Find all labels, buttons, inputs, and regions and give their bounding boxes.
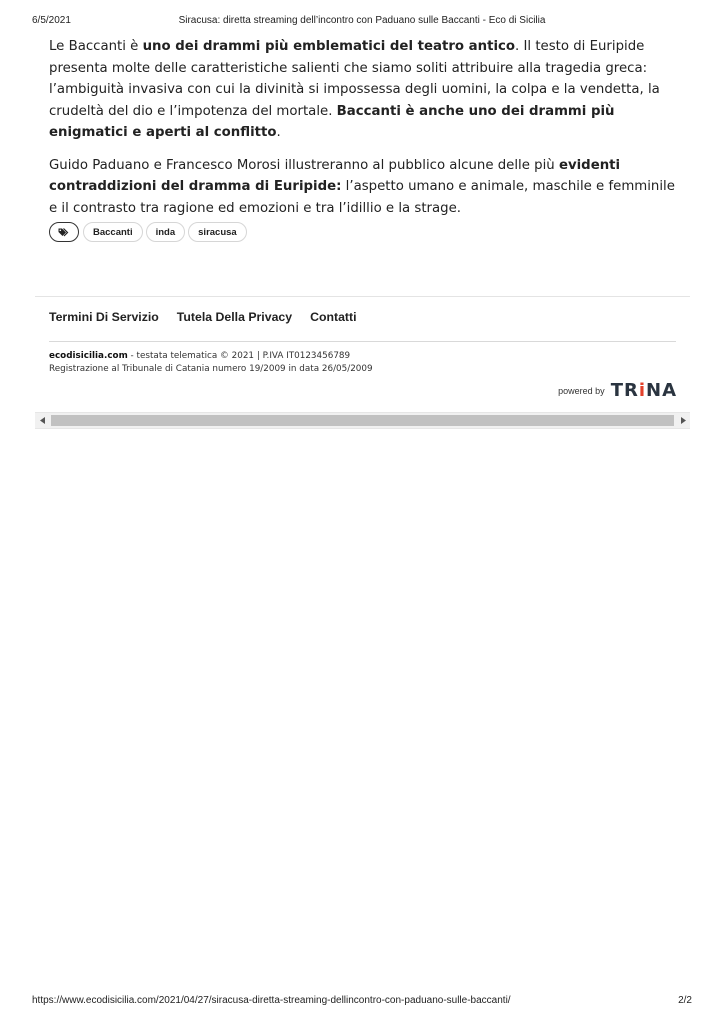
tag-siracusa[interactable]: siracusa	[188, 222, 247, 242]
tag-inda[interactable]: inda	[146, 222, 186, 242]
footer-info-line-1	[49, 350, 373, 363]
text-span: . Il testo di Euripide presenta molte delle caratteristiche salienti che siamo soliti attribuire alla tragedia greca: l’ambiguità invasiva con cui la divinità si impossessa degli uomini, la colpa e la vendetta, la crudeltà del dio e l’impotenza del mortale.	[49, 39, 660, 119]
print-url: https://www.ecodisicilia.com/2021/04/27/siracusa-diretta-streaming-dellincontro-con-paduano-sulle-baccanti/	[32, 995, 511, 1006]
article-body	[49, 36, 679, 230]
logo-text: TR	[610, 380, 639, 401]
footer-info	[49, 350, 373, 376]
logo-text: NA	[646, 380, 677, 401]
text-span: .	[276, 125, 281, 140]
tag-list	[49, 222, 247, 242]
text-span: Guido Paduano e Francesco Morosi illustreranno al pubblico alcune delle più	[49, 157, 559, 173]
page-number: 2/2	[678, 995, 692, 1006]
bold-span: uno dei drammi più emblematici del teatro antico	[142, 39, 516, 54]
print-page-title: Siracusa: diretta streaming dell’incontro con Paduano sulle Baccanti - Eco di Sicilia	[178, 15, 546, 26]
publisher-info: - testata telematica © 2021 | P.IVA IT0123456789	[127, 351, 351, 361]
horizontal-scrollbar[interactable]	[35, 412, 690, 429]
tag-icon-svg	[58, 227, 70, 237]
scrollbar-thumb[interactable]	[51, 415, 674, 426]
footer-link-contacts[interactable]: Contatti	[310, 310, 357, 324]
trina-logo	[611, 380, 677, 401]
article-paragraph-1	[49, 36, 679, 144]
footer-link-privacy[interactable]: Tutela Della Privacy	[176, 310, 293, 324]
powered-by[interactable]	[558, 380, 677, 401]
text-span: l’aspetto umano e animale, maschile e femminile e il contrasto tra ragione ed emozioni e tra l’idillio e la strage.	[49, 179, 675, 216]
print-footer	[32, 995, 692, 1009]
footer-divider	[35, 296, 690, 297]
text-span: Le Baccanti è	[49, 39, 143, 54]
bold-span: Baccanti è anche uno dei drammi più enigmatici e aperti al conflitto	[49, 103, 615, 140]
site-name[interactable]: ecodisicilia.com	[49, 351, 128, 361]
tag-baccanti[interactable]: Baccanti	[83, 222, 143, 242]
footer-divider-2	[49, 341, 676, 342]
scroll-right-arrow-icon[interactable]	[675, 413, 690, 428]
logo-text-accent: i	[638, 380, 646, 401]
article-paragraph-2	[49, 155, 679, 220]
footer-info-line-2: Registrazione al Tribunale di Catania numero 19/2009 in data 26/05/2009	[49, 364, 373, 374]
footer-menu	[49, 310, 357, 324]
footer-link-terms[interactable]: Termini Di Servizio	[49, 310, 159, 324]
print-header	[32, 15, 692, 29]
scroll-left-arrow-icon[interactable]	[35, 413, 50, 428]
tag-icon	[49, 222, 79, 242]
powered-by-label: powered by	[558, 385, 605, 396]
bold-span: evidenti contraddizioni del dramma di Euripide:	[49, 157, 621, 194]
print-date: 6/5/2021	[32, 15, 71, 26]
